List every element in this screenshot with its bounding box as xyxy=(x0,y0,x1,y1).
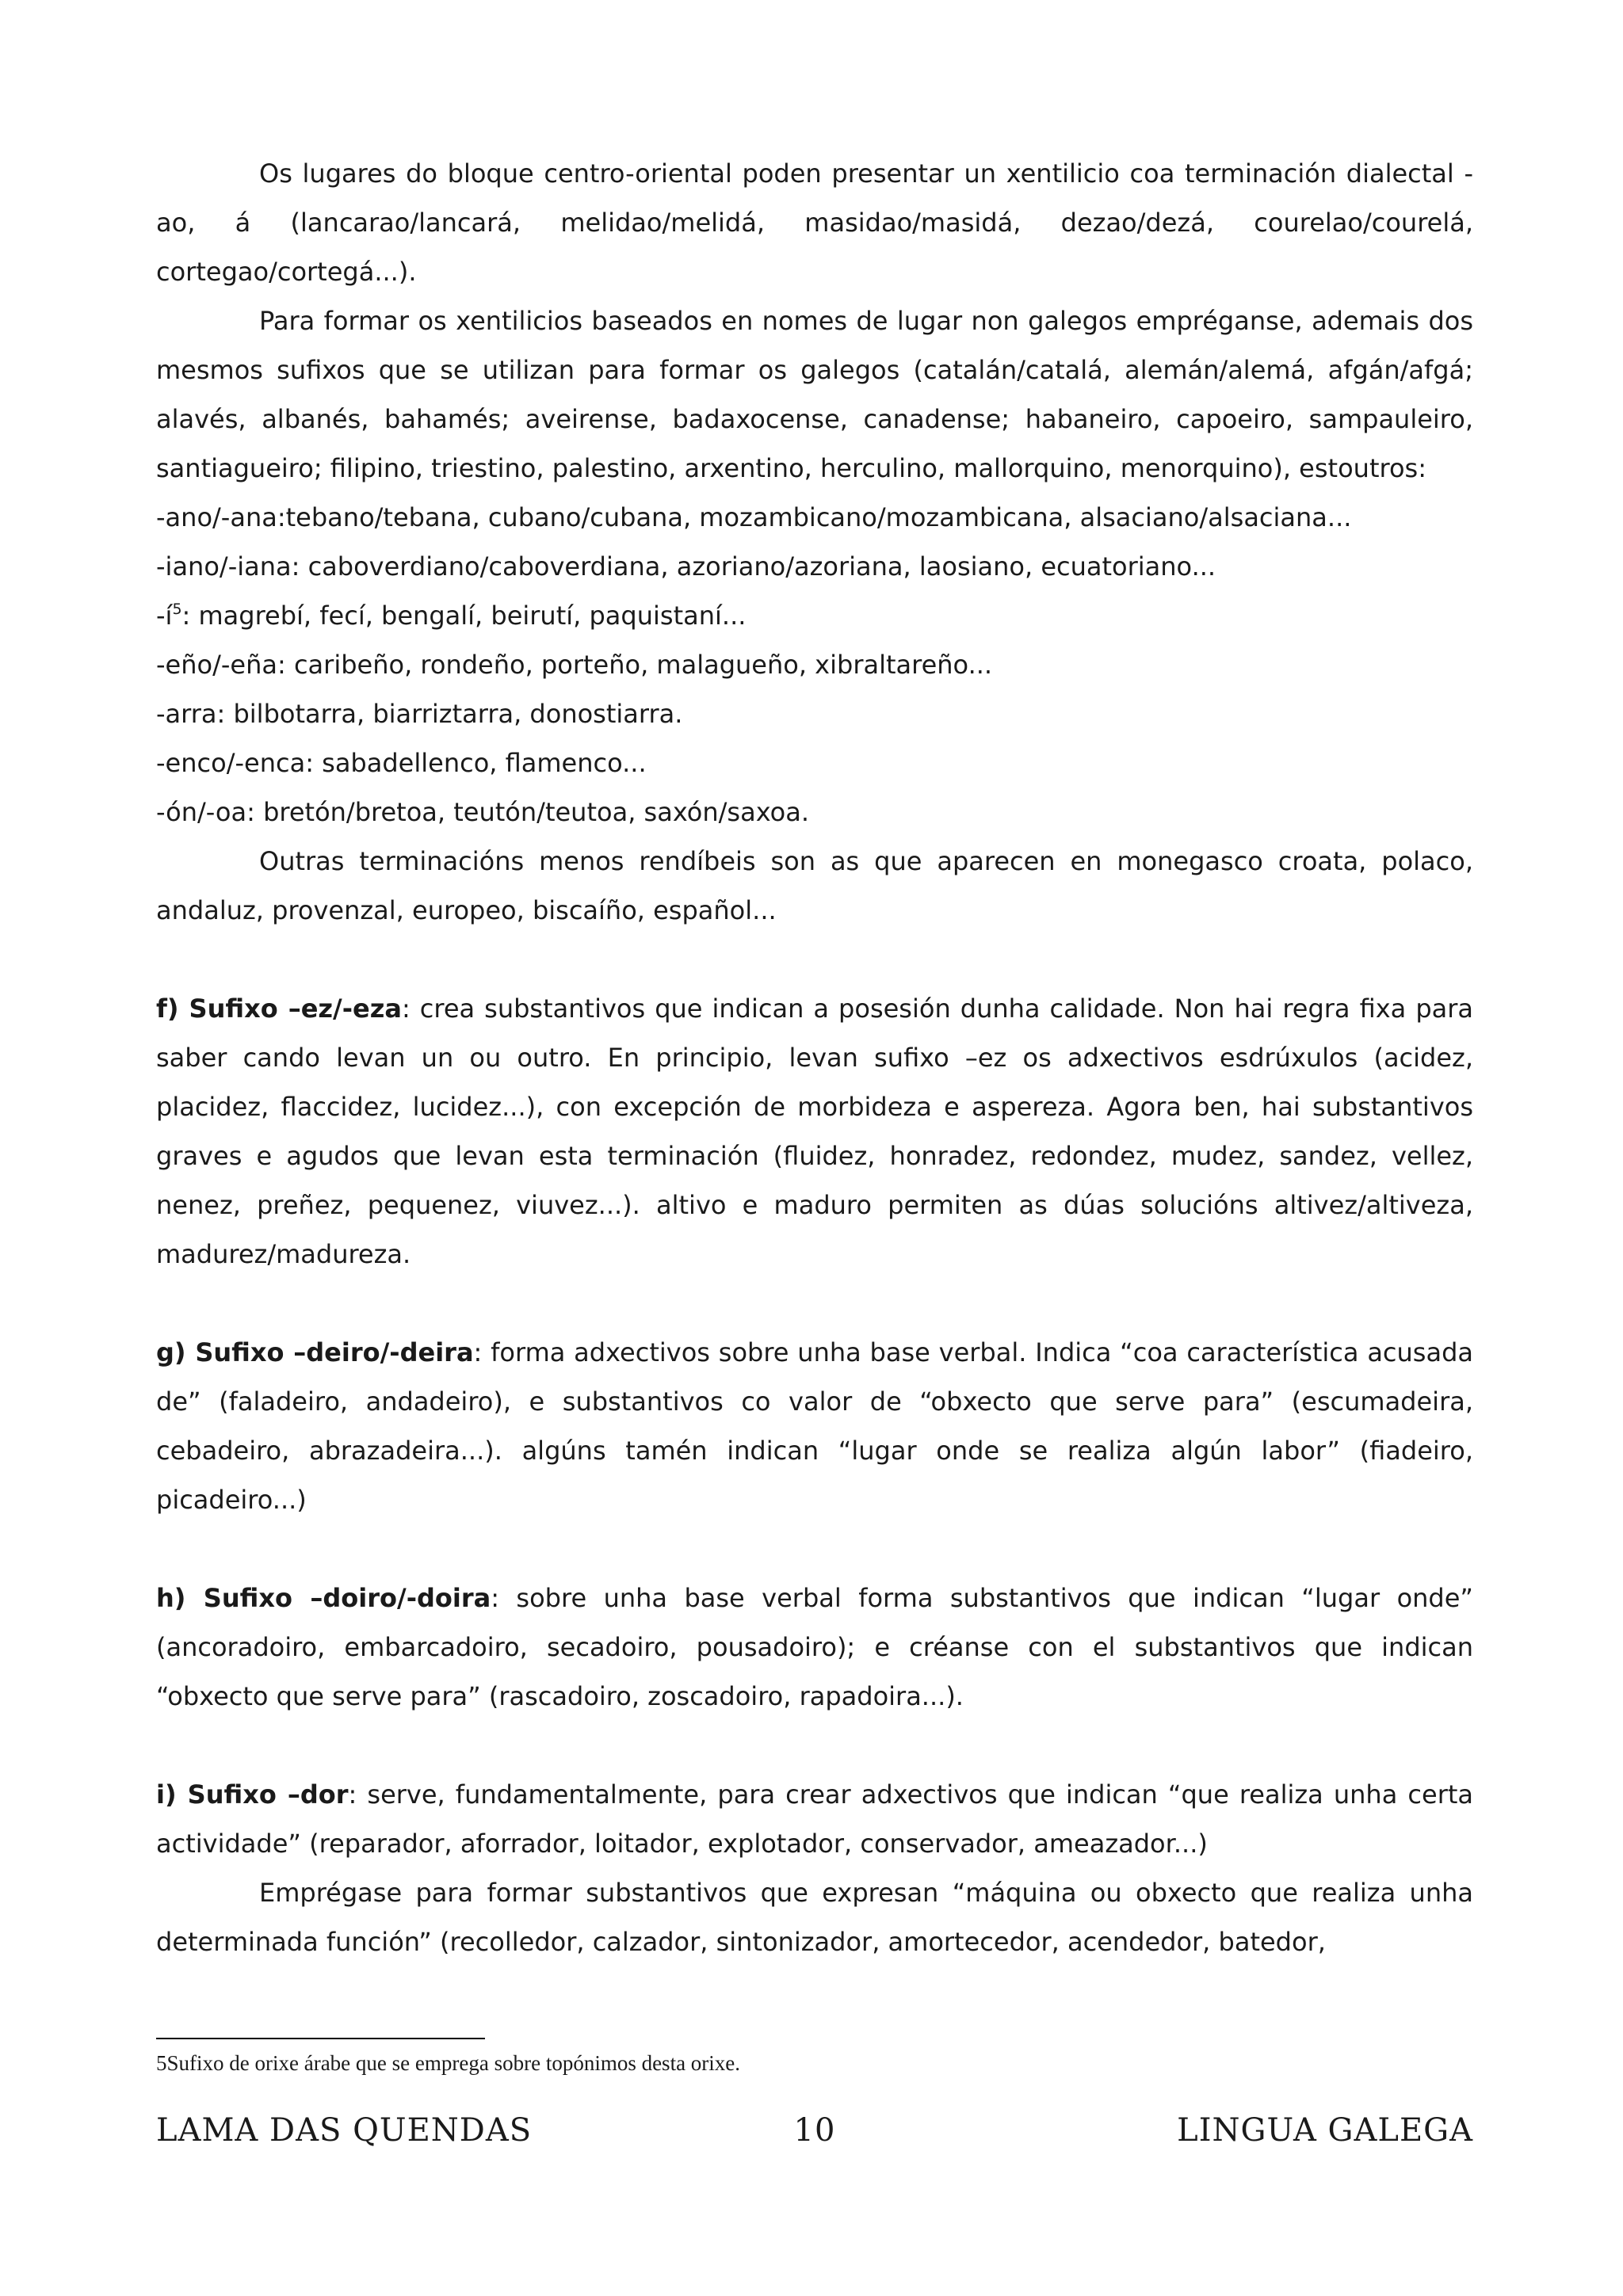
footnote-divider xyxy=(156,2038,485,2039)
section-f-heading: f) Sufixo –ez/-eza xyxy=(156,994,402,1024)
footer-left-title: LAMA DAS QUENDAS xyxy=(156,2112,533,2149)
page-footer xyxy=(156,2112,1473,2160)
section-h-heading: h) Sufixo –doiro/-doira xyxy=(156,1583,491,1613)
section-g xyxy=(156,1328,1473,1524)
body-text xyxy=(156,149,1473,1966)
suffix-i-examples: : magrebí, fecí, bengalí, beirutí, paquistaní... xyxy=(181,601,747,631)
suffix-line-ano: -ano/-ana:tebano/tebana, cubano/cubana, mozambicano/mozambicana, alsaciano/alsaciana... xyxy=(156,502,1352,532)
section-h xyxy=(156,1573,1473,1721)
suffix-i-label: -í xyxy=(156,601,173,631)
section-g-heading: g) Sufixo –deiro/-deira xyxy=(156,1337,474,1367)
suffix-line-enco: -enco/-enca: sabadellenco, flamenco... xyxy=(156,748,647,778)
paragraph-dialectal-ending: Os lugares do bloque centro-oriental poden presentar un xentilicio coa terminación dialectal -ao, á (lancarao/lancará, melidao/melidá, masidao/masidá, dezao/dezá, courelao/courelá, cortegao/cortegá...). xyxy=(156,158,1473,287)
footnote-ref[interactable]: 5 xyxy=(172,601,182,618)
section-i-heading: i) Sufixo –dor xyxy=(156,1779,349,1810)
paragraph-dor-nouns: Emprégase para formar substantivos que expresan “máquina ou obxecto que realiza unha determinada función” (recolledor, calzador, sintonizador, amortecedor, acendedor, batedor, xyxy=(156,1878,1473,1957)
section-f-text: : crea substantivos que indican a posesión dunha calidade. Non hai regra fixa para saber cando levan un ou outro. En principio, levan sufixo –ez os adxectivos esdrúxulos (acidez, placidez, flaccidez, lucidez...), con excepción de morbideza e aspereza. Agora ben, hai substantivos graves e agudos que levan esta terminación (fluidez, honradez, redondez, mudez, sandez, vellez, nenez, preñez, pequenez, viuvez...). altivo e maduro permiten as dúas solucións altivez/altiveza, madurez/madureza. xyxy=(156,994,1474,1269)
suffix-line-iano: -iano/-iana: caboverdiano/caboverdiana, azoriano/azoriana, laosiano, ecuatoriano... xyxy=(156,551,1216,582)
paragraph-foreign-gentilics: Para formar os xentilicios baseados en nomes de lugar non galegos empréganse, ademais dos mesmos sufixos que se utilizan para formar os galegos (catalán/catalá, alemán/alemá, afgán/afgá; alavés, albanés, bahamés; aveirense, badaxocense, canadense; habaneiro, capoeiro, sampauleiro, santiagueiro; filipino, triestino, palestino, arxentino, herculino, mallorquino, menorquino), estoutros: xyxy=(156,306,1473,483)
section-h-text: : sobre unha base verbal forma substantivos que indican “lugar onde” (ancoradoiro, embarcadoiro, secadoiro, pousadoiro); e créanse con el substantivos que indican “obxecto que serve para” (rascadoiro, zoscadoiro, rapadoira...). xyxy=(156,1583,1474,1711)
page-number: 10 xyxy=(793,2112,836,2149)
footnote: 5Sufixo de orixe árabe que se emprega sobre topónimos desta orixe. xyxy=(156,2051,741,2075)
suffix-line-arra: -arra: bilbotarra, biarriztarra, donostiarra. xyxy=(156,699,683,729)
footer-right-title: LINGUA GALEGA xyxy=(1177,2112,1473,2149)
section-g-text: : forma adxectivos sobre unha base verbal. Indica “coa característica acusada de” (faladeiro, andadeiro), e substantivos co valor de “obxecto que serve para” (escumadeira, cebadeiro, abrazadeira...). algúns tamén indican “lugar onde se realiza algún labor” (fiadeiro, picadeiro...) xyxy=(156,1337,1474,1515)
suffix-line-i xyxy=(156,591,1473,640)
paragraph-other-endings: Outras terminacións menos rendíbeis son as que aparecen en monegasco croata, polaco, andaluz, provenzal, europeo, biscaíño, español... xyxy=(156,846,1473,925)
section-f xyxy=(156,984,1473,1279)
suffix-line-on: -ón/-oa: bretón/bretoa, teutón/teutoa, saxón/saxoa. xyxy=(156,797,809,827)
section-i-text: : serve, fundamentalmente, para crear adxectivos que indican “que realiza unha certa actividade” (reparador, aforrador, loitador, explotador, conservador, ameazador...) xyxy=(156,1779,1474,1859)
suffix-line-eno: -eño/-eña: caribeño, rondeño, porteño, malagueño, xibraltareño... xyxy=(156,650,993,680)
section-i xyxy=(156,1770,1473,1868)
